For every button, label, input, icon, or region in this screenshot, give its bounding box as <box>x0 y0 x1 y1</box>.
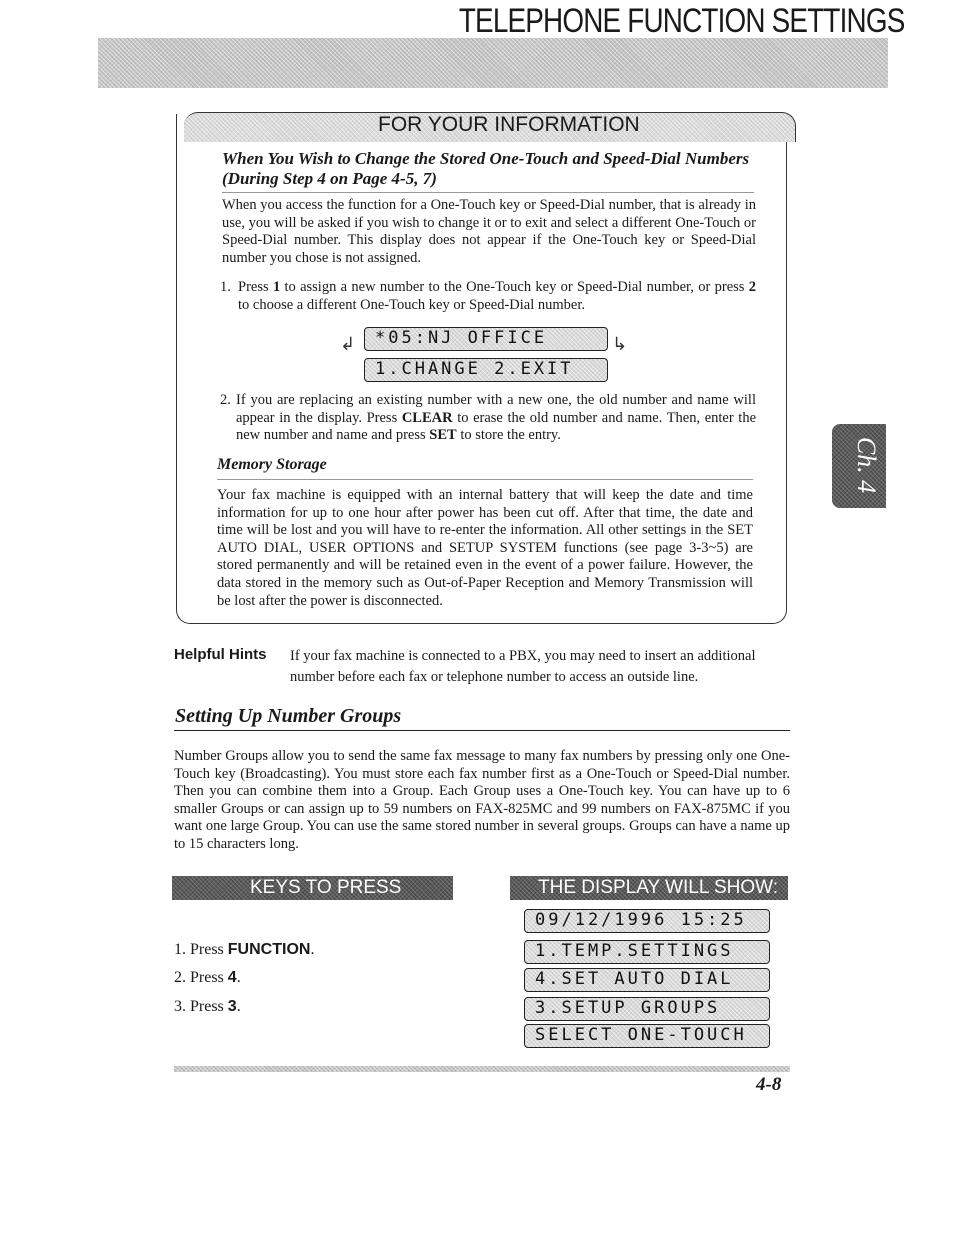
display-header <box>510 876 788 900</box>
lcd-display-line: 1.TEMP.SETTINGS <box>524 940 770 964</box>
page-number: 4-8 <box>756 1074 782 1095</box>
page-header-title: TELEPHONE FUNCTION SETTINGS <box>458 2 904 40</box>
memory-storage-heading: Memory Storage <box>217 456 327 473</box>
lcd-display-line: 4.SET AUTO DIAL <box>524 968 770 992</box>
subheading-rule <box>222 192 754 193</box>
lcd-display-line: *05:NJ OFFICE <box>364 327 608 351</box>
chapter-tab-label: Ch. 4 <box>852 436 882 494</box>
info-step-1: Press 1 to assign a new number to the One-Touch key or Speed-Dial number, or press 2 to choose a different One-Touch key or Speed-Dial number. <box>238 279 756 313</box>
keys-to-press-header <box>172 876 453 900</box>
section-title: Setting Up Number Groups <box>175 705 402 727</box>
lcd-flow-arrow-right: ↳ <box>612 334 628 355</box>
lcd-display-line: 3.SETUP GROUPS <box>524 997 770 1021</box>
header-band <box>98 38 888 88</box>
lcd-display-line: SELECT ONE-TOUCH <box>524 1024 770 1048</box>
key-step: 1. Press FUNCTION. <box>174 941 315 958</box>
bottom-rule <box>174 1066 790 1072</box>
key-step: 2. Press 4. <box>174 969 241 986</box>
info-subheading: When You Wish to Change the Stored One-Touch and Speed-Dial Numbers (During Step 4 on Page 4-5, 7) <box>222 149 750 188</box>
memory-rule <box>217 479 753 480</box>
lcd-display-line: 1.CHANGE 2.EXIT <box>364 358 608 382</box>
section-rule <box>174 730 790 731</box>
keys-to-press-label: KEYS TO PRESS <box>250 877 402 898</box>
display-header-label: THE DISPLAY WILL SHOW: <box>538 877 779 898</box>
info-step-number: 2. <box>220 392 231 408</box>
key-step: 3. Press 3. <box>174 998 241 1015</box>
info-step-number: 1. <box>220 279 231 295</box>
lcd-display-line: 09/12/1996 15:25 <box>524 909 770 933</box>
helpful-hints-label: Helpful Hints <box>174 646 267 663</box>
info-intro: When you access the function for a One-Touch key or Speed-Dial number, that is already in use, you will be asked if you wish to change it or to exit and select a different One-Touch or Speed-Dial number. This display does not appear if the One-Touch key or Speed-Dial number you chose is not assigned. <box>222 197 756 266</box>
lcd-flow-arrow-left: ↲ <box>340 334 356 355</box>
helpful-hints-text: If your fax machine is connected to a PBX, you may need to insert an additional number before each fax or telephone number to access an outside line. <box>290 648 756 685</box>
memory-storage-text: Your fax machine is equipped with an internal battery that will keep the date and time information for up to one hour after power has been cut off. After that time, the date and time will be lost and you will have to re-enter the information. All other settings in the SET AUTO DIAL, USER OPTIONS and SETUP SYSTEM functions (see page 3-3~5) are stored permanently and will be retained even in the event of a power failure. However, the data stored in the memory such as Out-of-Paper Reception and Memory Transmission will be lost after the power is disconnected. <box>217 487 753 609</box>
info-step-2: If you are replacing an existing number with a new one, the old number and name will appear in the display. Press CLEAR to erase the old number and name. Then, enter the new number and name and press SET to store the entry. <box>236 392 757 444</box>
info-box-title: FOR YOUR INFORMATION <box>378 113 640 136</box>
section-body: Number Groups allow you to send the same fax message to many fax numbers by pressing only one One-Touch key (Broadcasting). You must store each fax number first as a One-Touch or Speed-Dial number. Then you can combine them into a Group. Each Group uses a One-Touch key. You can have up to 6 smaller Groups or can assign up to 59 numbers on FAX-825MC and 99 numbers on FAX-875MC if you want one large Group. You can use the same stored number in several groups. Groups can have a name up to 15 characters long. <box>174 748 790 852</box>
chapter-tab <box>832 424 886 508</box>
